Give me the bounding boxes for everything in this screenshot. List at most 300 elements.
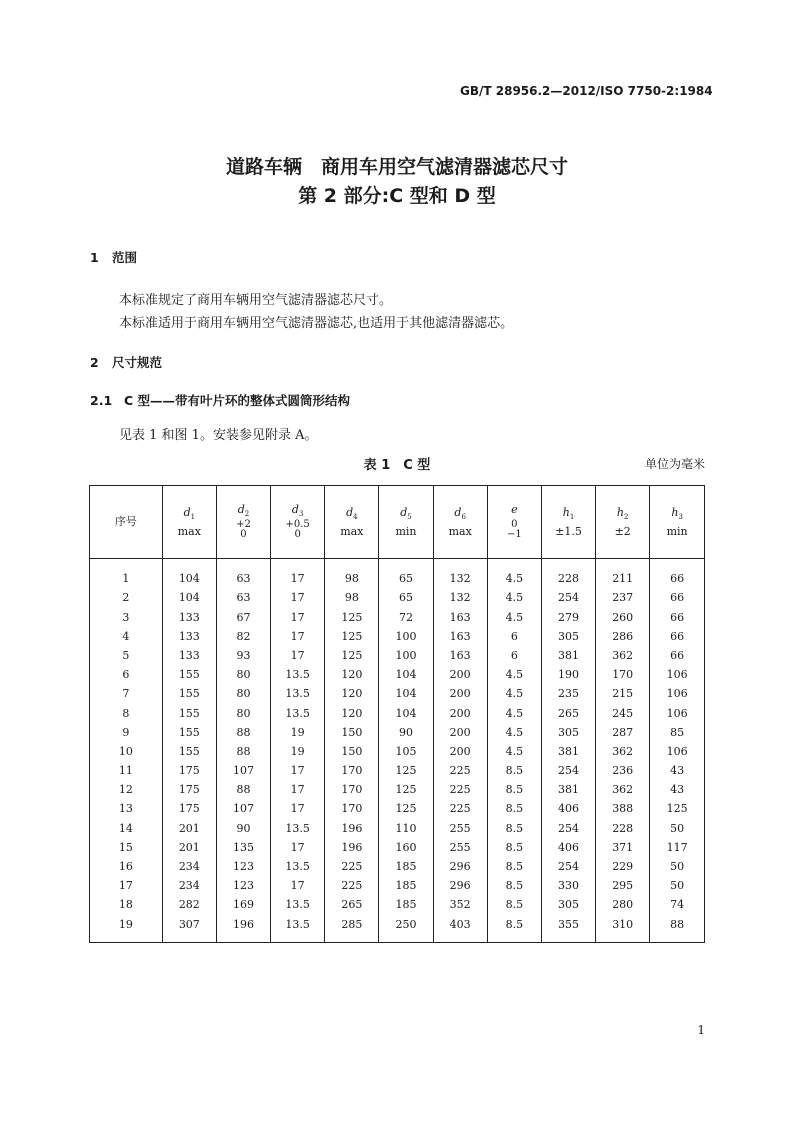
table-cell: 98	[325, 569, 379, 588]
table-cell: 88	[216, 780, 270, 799]
table-cell: 169	[216, 895, 270, 914]
table-cell: 123	[216, 876, 270, 895]
table-cell: 235	[541, 684, 595, 703]
table-cell: 66	[650, 607, 704, 626]
symbol-subscript: 2	[624, 513, 629, 522]
column-symbol	[291, 503, 304, 519]
table-row	[90, 914, 704, 933]
symbol-letter: d	[454, 505, 462, 519]
section-1-heading	[90, 248, 137, 266]
table-cell: 13.5	[271, 914, 325, 933]
table-row	[90, 665, 704, 684]
table-cell: 155	[162, 665, 216, 684]
table-cell: 88	[650, 914, 704, 933]
table-cell: 8.5	[487, 761, 541, 780]
table-cell: 6	[487, 646, 541, 665]
table-cell: 150	[325, 742, 379, 761]
table-cell: 104	[379, 703, 433, 722]
column-header	[596, 486, 650, 559]
table-cell: 132	[433, 569, 487, 588]
table-cell: 13.5	[271, 819, 325, 838]
column-qualifier: max	[177, 524, 201, 538]
table-cell: 254	[541, 588, 595, 607]
table-spacer-row	[90, 559, 704, 570]
column-symbol	[562, 505, 575, 522]
table-cell: 305	[541, 895, 595, 914]
table-cell: 65	[379, 588, 433, 607]
table-cell: 74	[650, 895, 704, 914]
table-cell: 8.5	[487, 780, 541, 799]
symbol-subscript: 1	[190, 513, 196, 522]
table-cell: 8.5	[487, 895, 541, 914]
table-row	[90, 742, 704, 761]
table-cell: 381	[541, 780, 595, 799]
table-cell: 17	[271, 627, 325, 646]
table-cell: 225	[325, 857, 379, 876]
table-row	[90, 780, 704, 799]
table-cell: 296	[433, 857, 487, 876]
table-cell: 6	[487, 627, 541, 646]
table-cell: 234	[162, 876, 216, 895]
table-cell: 155	[162, 742, 216, 761]
table-cell: 14	[118, 821, 133, 835]
spacer-cell	[162, 934, 216, 942]
column-header	[433, 486, 487, 559]
table-cell: 200	[433, 742, 487, 761]
table-cell: 90	[216, 819, 270, 838]
symbol-letter: h	[616, 505, 624, 519]
tolerance-upper: +2	[236, 519, 251, 531]
table-caption: 表 1 C 型	[363, 458, 431, 473]
table-cell: 8.5	[487, 857, 541, 876]
table-cell: 330	[541, 876, 595, 895]
table-cell: 237	[596, 588, 650, 607]
table-cell: 133	[162, 646, 216, 665]
column-header	[162, 486, 216, 559]
table-cell: 110	[379, 819, 433, 838]
table-cell: 196	[325, 838, 379, 857]
table-cell: 250	[379, 914, 433, 933]
column-symbol	[454, 505, 466, 522]
tolerance-lower: 0	[240, 529, 247, 541]
section-number: 2.1	[90, 393, 113, 408]
table-cell: 125	[325, 607, 379, 626]
symbol-subscript: 6	[461, 513, 466, 522]
column-header	[487, 486, 541, 559]
table-cell: 17	[271, 646, 325, 665]
table-row	[90, 569, 704, 588]
table-row	[90, 607, 704, 626]
table-cell: 133	[162, 627, 216, 646]
table-cell: 67	[216, 607, 270, 626]
table-cell: 125	[650, 799, 704, 818]
table-cell: 362	[596, 646, 650, 665]
table-cell: 406	[541, 799, 595, 818]
column-header	[379, 486, 433, 559]
table-cell: 7	[122, 687, 130, 701]
table-cell: 4.5	[487, 569, 541, 588]
table-cell: 254	[541, 857, 595, 876]
document-title-line1: 道路车辆 商用车用空气滤清器滤芯尺寸	[225, 156, 568, 178]
table-cell: 260	[596, 607, 650, 626]
table-cell: 85	[650, 723, 704, 742]
table-cell: 305	[541, 723, 595, 742]
spacer-cell	[487, 934, 541, 942]
table-cell: 17	[271, 761, 325, 780]
table-cell: 280	[596, 895, 650, 914]
table-cell: 228	[541, 569, 595, 588]
table-cell: 371	[596, 838, 650, 857]
column-qualifier: ±1.5	[555, 524, 582, 538]
table-cell: 19	[271, 742, 325, 761]
table-cell: 125	[325, 627, 379, 646]
dimension-table-frame	[89, 485, 705, 943]
symbol-letter: h	[562, 505, 570, 519]
table-cell: 3	[122, 610, 130, 624]
table-cell: 200	[433, 723, 487, 742]
table-cell: 4.5	[487, 588, 541, 607]
table-cell: 296	[433, 876, 487, 895]
unit-note: 单位为毫米	[644, 457, 705, 471]
table-cell: 106	[650, 665, 704, 684]
section-title: C 型——带有叶片环的整体式圆筒形结构	[124, 393, 351, 408]
table-cell: 4.5	[487, 723, 541, 742]
section-2-heading	[90, 353, 162, 371]
table-cell: 200	[433, 684, 487, 703]
table-cell: 406	[541, 838, 595, 857]
table-cell: 352	[433, 895, 487, 914]
symbol-letter: e	[511, 503, 518, 517]
column-qualifier: max	[340, 524, 364, 538]
table-cell: 286	[596, 627, 650, 646]
table-cell: 1	[122, 572, 130, 586]
table-cell: 295	[596, 876, 650, 895]
reference-paragraph: 见表 1 和图 1。安装参见附录 A。	[119, 428, 318, 443]
scope-paragraph-1: 本标准规定了商用车辆用空气滤清器滤芯尺寸。	[119, 293, 393, 308]
table-cell: 4.5	[487, 607, 541, 626]
table-cell: 63	[216, 588, 270, 607]
table-row	[90, 684, 704, 703]
spacer-cell	[433, 559, 487, 570]
table-body	[90, 559, 704, 943]
table-cell: 66	[650, 627, 704, 646]
symbol-letter: h	[671, 505, 679, 519]
symbol-letter: d	[400, 505, 408, 519]
spacer-cell	[596, 559, 650, 570]
section-title: 范围	[112, 250, 138, 265]
table-cell: 104	[379, 684, 433, 703]
column-symbol	[346, 505, 358, 522]
table-cell: 200	[433, 703, 487, 722]
table-cell: 123	[216, 857, 270, 876]
column-tolerance	[286, 520, 310, 540]
table-row	[90, 703, 704, 722]
column-qualifier: min	[395, 524, 417, 538]
table-cell: 50	[650, 876, 704, 895]
table-cell: 5	[122, 648, 130, 662]
table-cell: 310	[596, 914, 650, 933]
table-cell: 6	[122, 668, 130, 682]
symbol-subscript: 1	[569, 513, 575, 522]
table-cell: 234	[162, 857, 216, 876]
table-cell: 8.5	[487, 914, 541, 933]
spacer-cell	[271, 559, 325, 570]
scope-paragraph-2: 本标准适用于商用车辆用空气滤清器滤芯,也适用于其他滤清器滤芯。	[119, 316, 514, 331]
table-cell: 90	[379, 723, 433, 742]
page-number: 1	[697, 1023, 705, 1037]
table-cell: 100	[379, 646, 433, 665]
spacer-cell	[90, 559, 162, 570]
table-cell: 254	[541, 819, 595, 838]
column-tolerance	[507, 520, 522, 540]
spacer-cell	[271, 934, 325, 942]
column-symbol	[183, 505, 196, 522]
symbol-subscript: 5	[407, 513, 412, 522]
standard-code: GB/T 28956.2—2012/ISO 7750-2:1984	[460, 84, 713, 98]
table-cell: 9	[122, 725, 130, 739]
table-cell: 2	[122, 591, 130, 605]
table-cell: 4.5	[487, 684, 541, 703]
table-cell: 17	[271, 607, 325, 626]
table-cell: 13.5	[271, 684, 325, 703]
table-cell: 403	[433, 914, 487, 933]
table-cell: 4.5	[487, 703, 541, 722]
spacer-cell	[541, 559, 595, 570]
table-cell: 66	[650, 569, 704, 588]
table-cell: 229	[596, 857, 650, 876]
table-cell: 211	[596, 569, 650, 588]
table-row	[90, 819, 704, 838]
table-cell: 17	[271, 838, 325, 857]
table-row	[90, 723, 704, 742]
spacer-cell	[650, 559, 704, 570]
table-cell: 200	[433, 665, 487, 684]
tolerance-lower: 0	[294, 529, 301, 541]
table-cell: 11	[118, 764, 133, 778]
table-cell: 8.5	[487, 819, 541, 838]
table-cell: 133	[162, 607, 216, 626]
table-cell: 175	[162, 761, 216, 780]
spacer-cell	[379, 934, 433, 942]
table-cell: 185	[379, 876, 433, 895]
spacer-cell	[596, 934, 650, 942]
section-number: 2	[90, 355, 99, 370]
table-cell: 120	[325, 703, 379, 722]
table-cell: 381	[541, 646, 595, 665]
table-cell: 255	[433, 819, 487, 838]
table-row	[90, 895, 704, 914]
table-cell: 17	[271, 876, 325, 895]
symbol-subscript: 3	[678, 513, 683, 522]
spacer-cell	[216, 559, 270, 570]
table-cell: 65	[379, 569, 433, 588]
table-cell: 185	[379, 895, 433, 914]
table-cell: 307	[162, 914, 216, 933]
table-cell: 155	[162, 684, 216, 703]
tolerance-lower: −1	[506, 529, 522, 541]
column-symbol	[237, 503, 250, 519]
table-row	[90, 588, 704, 607]
table-cell: 155	[162, 723, 216, 742]
column-label: 序号	[114, 515, 137, 529]
table-cell: 255	[433, 838, 487, 857]
spacer-cell	[487, 559, 541, 570]
table-cell: 106	[650, 703, 704, 722]
table-cell: 93	[216, 646, 270, 665]
table-header-row	[90, 486, 704, 559]
table-cell: 254	[541, 761, 595, 780]
table-cell: 8	[122, 706, 130, 720]
table-cell: 125	[379, 799, 433, 818]
table-cell: 80	[216, 703, 270, 722]
spacer-cell	[325, 559, 379, 570]
table-cell: 50	[650, 857, 704, 876]
symbol-subscript: 4	[353, 513, 358, 522]
table-cell: 362	[596, 742, 650, 761]
table-cell: 125	[325, 646, 379, 665]
symbol-subscript: 2	[244, 510, 250, 519]
spacer-cell	[162, 559, 216, 570]
column-header	[541, 486, 595, 559]
table-cell: 196	[216, 914, 270, 933]
table-cell: 17	[271, 588, 325, 607]
table-cell: 18	[118, 898, 133, 912]
table-cell: 107	[216, 761, 270, 780]
column-header	[325, 486, 379, 559]
table-cell: 287	[596, 723, 650, 742]
column-header	[216, 486, 270, 559]
table-cell: 135	[216, 838, 270, 857]
table-spacer-row	[90, 934, 704, 942]
column-tolerance	[236, 520, 251, 540]
table-cell: 8.5	[487, 876, 541, 895]
table-cell: 80	[216, 665, 270, 684]
section-title: 尺寸规范	[112, 355, 163, 370]
column-symbol	[511, 503, 518, 516]
table-cell: 66	[650, 588, 704, 607]
table-cell: 388	[596, 799, 650, 818]
table-cell: 13.5	[271, 895, 325, 914]
table-cell: 88	[216, 723, 270, 742]
table-cell: 163	[433, 627, 487, 646]
tolerance-upper: +0.5	[285, 519, 310, 531]
table-cell: 225	[325, 876, 379, 895]
symbol-letter: d	[346, 505, 354, 519]
table-cell: 82	[216, 627, 270, 646]
table-cell: 185	[379, 857, 433, 876]
table-cell: 63	[216, 569, 270, 588]
table-cell: 98	[325, 588, 379, 607]
table-cell: 43	[650, 780, 704, 799]
column-header	[650, 486, 704, 559]
column-symbol	[400, 505, 412, 522]
symbol-letter: d	[291, 503, 299, 517]
spacer-cell	[650, 934, 704, 942]
table-cell: 19	[271, 723, 325, 742]
section-number: 1	[90, 250, 99, 265]
column-symbol	[616, 505, 629, 522]
table-row	[90, 627, 704, 646]
table-cell: 265	[541, 703, 595, 722]
table-cell: 17	[271, 569, 325, 588]
table-cell: 225	[433, 799, 487, 818]
section-2-1-heading	[90, 391, 350, 409]
table-cell: 117	[650, 838, 704, 857]
table-cell: 163	[433, 607, 487, 626]
table-cell: 4	[122, 629, 130, 643]
table-row	[90, 799, 704, 818]
table-cell: 104	[162, 569, 216, 588]
table-cell: 155	[162, 703, 216, 722]
table-cell: 305	[541, 627, 595, 646]
table-cell: 15	[118, 840, 133, 854]
table-cell: 225	[433, 780, 487, 799]
table-cell: 285	[325, 914, 379, 933]
table-cell: 282	[162, 895, 216, 914]
document-title-line2: 第 2 部分:C 型和 D 型	[298, 185, 496, 207]
spacer-cell	[216, 934, 270, 942]
table-row	[90, 876, 704, 895]
tolerance-upper: 0	[511, 519, 518, 531]
table-cell: 201	[162, 838, 216, 857]
table-cell: 104	[379, 665, 433, 684]
table-cell: 106	[650, 742, 704, 761]
symbol-subscript: 3	[298, 510, 304, 519]
table-cell: 175	[162, 780, 216, 799]
table-cell: 125	[379, 761, 433, 780]
table-cell: 17	[271, 780, 325, 799]
table-cell: 201	[162, 819, 216, 838]
table-cell: 10	[118, 744, 133, 758]
table-cell: 88	[216, 742, 270, 761]
table-cell: 50	[650, 819, 704, 838]
spacer-cell	[433, 934, 487, 942]
table-cell: 225	[433, 761, 487, 780]
table-cell: 175	[162, 799, 216, 818]
table-cell: 120	[325, 665, 379, 684]
table-cell: 100	[379, 627, 433, 646]
table-cell: 120	[325, 684, 379, 703]
column-header	[90, 486, 162, 559]
spacer-cell	[325, 934, 379, 942]
table-cell: 170	[325, 761, 379, 780]
table-cell: 105	[379, 742, 433, 761]
table-cell: 17	[118, 879, 133, 893]
table-cell: 170	[325, 799, 379, 818]
table-cell: 170	[325, 780, 379, 799]
table-cell: 245	[596, 703, 650, 722]
table-cell: 13.5	[271, 703, 325, 722]
dimension-table	[90, 486, 704, 942]
symbol-letter: d	[183, 505, 191, 519]
column-symbol	[671, 505, 683, 522]
table-cell: 228	[596, 819, 650, 838]
table-cell: 13.5	[271, 857, 325, 876]
spacer-cell	[379, 559, 433, 570]
table-cell: 236	[596, 761, 650, 780]
table-cell: 19	[118, 917, 133, 931]
table-cell: 66	[650, 646, 704, 665]
table-cell: 12	[118, 783, 133, 797]
table-cell: 125	[379, 780, 433, 799]
table-cell: 17	[271, 799, 325, 818]
spacer-cell	[90, 934, 162, 942]
table-cell: 160	[379, 838, 433, 857]
table-cell: 16	[118, 860, 133, 874]
table-cell: 72	[379, 607, 433, 626]
table-cell: 4.5	[487, 742, 541, 761]
column-qualifier: max	[448, 524, 472, 538]
